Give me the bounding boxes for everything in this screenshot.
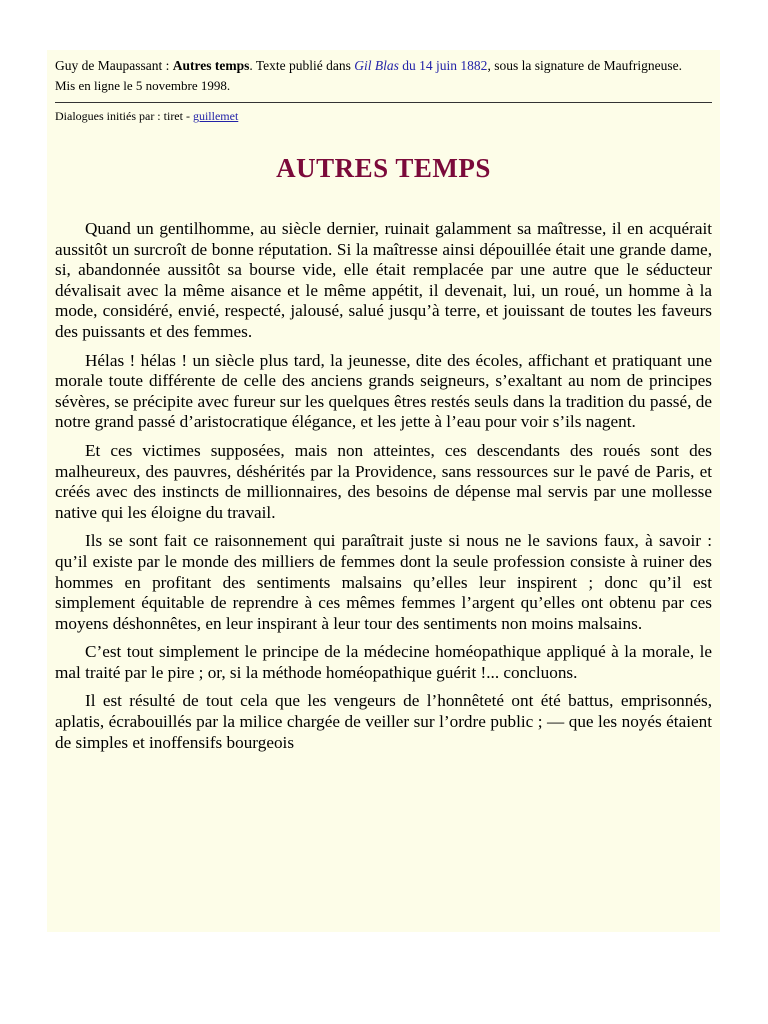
paragraph: C’est tout simplement le principe de la médecine homéopathique appliqué à la morale, le mal traité par le pire ; or, si la méthode homéopathique guérit !... concluons. — [55, 642, 712, 682]
dialogues-line — [55, 109, 712, 123]
page-title: AUTRES TEMPS — [276, 153, 491, 183]
paragraph: Quand un gentilhomme, au siècle dernier, ruinait galamment sa maîtresse, il en acquérait aussitôt un surcroît de bonne réputation. Si la maîtresse ainsi dépouillée était une grande dame, si, abandonnée aussitôt sa bourse vide, elle était remplacée par une autre que le séducteur dévalisait avec la même aisance et le même appétit, il devenait, lui, un roué, un homme à la mode, considéré, envié, respecté, jalousé, salué jusqu’à terre, et jouissant de toutes les faveurs des puissants et des femmes. — [55, 219, 712, 341]
text-body — [55, 219, 712, 753]
guillemet-link[interactable]: guillemet — [192, 109, 239, 123]
paragraph: Hélas ! hélas ! un siècle plus tard, la jeunesse, dite des écoles, affichant et pratiquant une morale toute différente de celle des anciens grands seigneurs, s’exaltant au nom de principes sévères, se précipite avec fureur sur les quelques êtres restés seuls dans la tradition du passé, de notre grand passé d’aristocratique élégance, et les jette à l’eau pour voir s’ils nagent. — [55, 350, 712, 432]
header-info — [55, 57, 712, 95]
date-link[interactable]: du 14 juin 1882 — [402, 58, 488, 73]
work-title: Autres temps — [172, 58, 250, 73]
divider — [55, 102, 712, 103]
dialogues-label: Dialogues initiés par : tiret - — [55, 109, 190, 123]
author: Guy de Maupassant : — [55, 58, 170, 73]
paragraph: Et ces victimes supposées, mais non atteintes, ces descendants des roués sont des malheureux, des pauvres, déshérités par la Providence, sans ressources sur le pavé de Paris, et créés avec des instincts de millionnaires, des besoins de dépense mal servis par une mollesse native qui les éloigne du travail. — [55, 440, 712, 522]
journal-link[interactable]: Gil Blas — [354, 58, 399, 73]
online-date: Mis en ligne le 5 novembre 1998. — [55, 78, 231, 93]
paragraph: Il est résulté de tout cela que les vengeurs de l’honnêteté ont été battus, emprisonnés, aplatis, écrabouillés par la milice chargée de veiller sur l’ordre public ; — que les noyés étaient de simples et inoffensifs bourgeois — [55, 691, 712, 752]
signature-text: , sous la signature de Maufrigneuse. — [487, 58, 683, 73]
document-page — [47, 50, 720, 932]
paragraph: Ils se sont fait ce raisonnement qui paraîtrait juste si nous ne le savions faux, à savoir : qu’il existe par le monde des milliers de femmes dont la seule profession consiste à ruiner des hommes en profitant des sentiments malsains qu’elles leur inspirent ; donc qu’il est simplement équitable de reprendre à ces mêmes femmes l’argent qu’elles ont obtenu par ces moyens déshonnêtes, en leur inspirant à leur tour des sentiments non moins malsains. — [55, 531, 712, 633]
publication-line: Guy de Maupassant : Autres temps. Texte publié dans Gil Blas du 14 juin 1882, sous la signature de Maufrigneuse. — [55, 58, 683, 73]
